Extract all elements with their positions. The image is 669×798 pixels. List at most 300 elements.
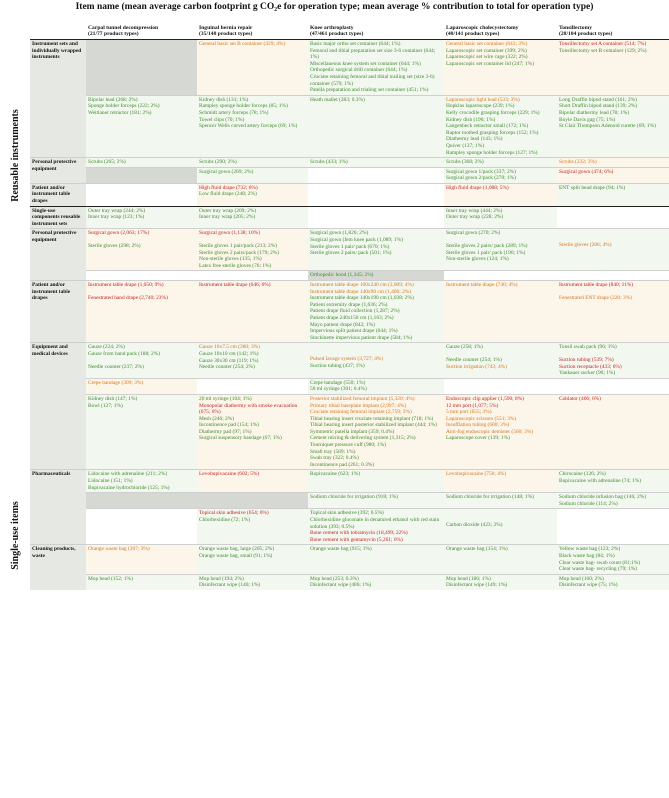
col-sub: (35/148 product types)	[199, 31, 253, 38]
table-row	[30, 40, 669, 96]
item-entry: Tonsil swab pack (96; 1%)	[559, 344, 617, 351]
table-cell	[86, 470, 197, 493]
item-entry: Disinfectant wipe (486; 1%)	[310, 582, 372, 589]
item-entry: Kidney dish (196; 1%)	[446, 116, 496, 123]
item-entry: Clear waste bag- recycling (79; 1%)	[559, 566, 637, 573]
item-entry: Gauze 30x30 cm (119; 1%)	[199, 357, 259, 364]
row-category-label: Personal protective equipment	[30, 229, 86, 281]
table-cell	[444, 545, 557, 574]
item-entry: Cruciate retaining femoral and tibial trailing set (size 3-6) container (579; 1%)	[310, 73, 435, 87]
item-entry: Outer tray wrap (209; 2%)	[199, 207, 257, 214]
item-entry: Topical skin adhesive (392; 0.5%)	[310, 510, 384, 517]
table-cell	[197, 493, 308, 509]
table-cell	[557, 545, 669, 574]
item-entry: Surgical gown (269; 2%)	[199, 168, 254, 175]
item-entry: Sterile gloves (206; 4%)	[559, 242, 612, 249]
item-entry: Yankauer sucker (90; 1%)	[559, 370, 616, 377]
item-entry: Surgical gown (270; 2%)	[446, 230, 501, 237]
item-entry: High fluid drape (732; 6%)	[199, 184, 258, 191]
table-cell	[444, 40, 557, 96]
item-entry: Tibial bearing insert posterior stabilized implant (444; 1%)	[310, 422, 437, 429]
item-entry: Inner tray wrap (123; 1%)	[88, 214, 145, 221]
table-cell	[308, 206, 444, 229]
item-entry: Instrument table drape 140x190 cm (1,038; 2%)	[310, 295, 414, 302]
item-entry: Carbon dioxide (423; 2%)	[446, 522, 503, 529]
table-cell	[444, 493, 557, 509]
item-entry: Crepe bandage (309; 3%)	[88, 379, 144, 386]
item-entry: Patient extremity drape (1,636; 2%)	[310, 301, 388, 308]
table-cell	[308, 545, 444, 574]
item-entry: Sterile gloves (298; 2%)	[88, 243, 141, 250]
item-entry: Tonsillectomy set B container (129; 2%)	[559, 47, 647, 54]
item-entry: Non-sterile gloves (135; 1%)	[199, 256, 262, 263]
item-entry: Raptor toothed grasping forceps (152; 1%)	[446, 129, 539, 136]
item-entry: Bupivacaine hydrochloride (125; 1%)	[88, 484, 170, 491]
item-entry: Fenestrated hand drape (2,740; 23%)	[88, 294, 168, 301]
item-entry: Kidney dish (147; 1%)	[88, 395, 138, 402]
item-entry: Orange waste bag (307; 3%)	[88, 546, 150, 553]
table-cell	[86, 574, 197, 590]
item-entry: Heath mallet (283; 0.3%)	[310, 96, 365, 103]
row-category-label: Single-use components reusable instrument sets	[30, 206, 86, 229]
item-entry: Long Draffin bipod stand (161; 2%)	[559, 96, 637, 103]
item-entry: Surgical suspensory bandage (67; 1%)	[199, 435, 282, 442]
item-entry: Gauze 10x7.5 cm (380; 3%)	[199, 344, 260, 351]
table-cell	[444, 206, 557, 229]
table-cell	[444, 574, 557, 590]
item-entry: Tibial bearing insert cruciate retaining implant (718; 1%)	[310, 415, 434, 422]
item-entry: Scrubs (290; 2%)	[199, 159, 237, 166]
table-cell	[86, 158, 197, 168]
item-entry: Short Draffin bipod stand (139; 2%)	[559, 103, 638, 110]
item-entry: Surgical gown (474; 6%)	[559, 168, 614, 175]
item-entry: Chlorhexidine (72; 1%)	[199, 517, 251, 523]
item-entry: Chlorhexidine gluconate in denatured ethanol with red stain solution (393; 0.5%)	[310, 517, 440, 530]
table-cell	[444, 509, 557, 545]
item-entry: Black waste bag (84; 1%)	[559, 552, 615, 559]
item-entry: Mesh (246; 2%)	[199, 415, 235, 422]
carbon-footprint-table	[30, 13, 669, 590]
table-cell	[557, 229, 669, 271]
item-entry: Posterior stabilized femoral implant (5,320; 4%)	[310, 395, 415, 402]
item-entry: Schmidt artery forceps (78; 1%)	[199, 109, 269, 116]
table-row	[30, 229, 669, 271]
col-sub: (21/77 product types)	[88, 31, 139, 38]
item-entry: Cement mixing & delivering system (1,315; 2%)	[310, 435, 416, 442]
col-sub: (47/461 product types)	[310, 31, 364, 38]
item-entry: Surgical gown 1/pack (337; 2%)	[446, 168, 516, 175]
item-entry: 12 mm port (1,077; 5%)	[446, 402, 499, 409]
table-cell	[444, 271, 557, 281]
item-entry: Cruciate retaining femoral implant (2,759; 3%)	[310, 409, 412, 416]
table-row	[30, 574, 669, 590]
table-cell	[444, 183, 557, 206]
item-entry: Clear waste bag- swab count (81;1%)	[559, 559, 640, 566]
item-entry: Scrubs (232; 3%)	[559, 159, 597, 166]
table-body	[30, 40, 669, 590]
item-entry: Inner tray wrap (205; 2%)	[199, 214, 256, 221]
item-entry: Insufflation tubing (600; 3%)	[446, 422, 510, 429]
item-entry: Orthopedic surgical drill container (644; 1%)	[310, 67, 408, 74]
item-entry: Sodium chloride for irrigation (148; 1%)	[446, 494, 534, 501]
item-entry: Suction irrigation (743; 4%)	[446, 363, 507, 370]
item-entry: Instrument table drape (840; 11%)	[559, 282, 634, 288]
item-entry: ENT split head drape (94; 1%)	[559, 184, 626, 191]
table-cell	[444, 95, 557, 157]
table-cell	[86, 167, 197, 183]
col-sub: (28/104 product types)	[559, 31, 613, 38]
item-entry: Boyle Davis gag (75; 1%)	[559, 116, 616, 123]
item-entry: Diathermy pad (97; 1%)	[199, 428, 252, 435]
table-cell	[197, 95, 308, 157]
item-entry: Femoral and tibial preparation set size 3-6 container (644; 1%)	[310, 47, 436, 61]
table-cell	[86, 343, 197, 378]
item-entry: Mop head (160; 2%)	[559, 575, 604, 582]
table-cell	[197, 40, 308, 96]
table-row	[30, 183, 669, 206]
table-cell	[308, 343, 444, 378]
row-category-label: Pharmaceuticals	[30, 470, 86, 545]
item-entry: Orange waste bag (154; 1%)	[446, 546, 508, 553]
item-entry: Patella preparation and trialing set container (451; 1%)	[310, 87, 429, 94]
item-entry: Instrument table drape (646; 6%)	[199, 282, 271, 288]
item-entry: Surgical gown (1,826; 2%)	[310, 230, 369, 237]
table-cell	[557, 343, 669, 378]
item-entry: Disinfectant wipe (75; 1%)	[559, 582, 618, 589]
item-entry: High fluid drape (1,088; 5%)	[446, 184, 509, 191]
item-entry: Bupivacaine with adrenaline (74; 1%)	[559, 478, 642, 485]
item-entry: St Clair Thompson Adenoid curette (69; 1%)	[559, 123, 656, 130]
item-entry: Small tray (589; 1%)	[310, 448, 356, 455]
table-cell	[86, 378, 197, 394]
group-label-single-use	[0, 272, 30, 798]
item-entry: Laparoscopic light lead (533; 3%)	[446, 96, 520, 103]
item-entry: Tonsillectomy set A container (514; 7%)	[559, 41, 647, 47]
item-entry: Basic major ortho set container (644; 1%)	[310, 41, 401, 47]
table-row	[30, 493, 669, 509]
table-row	[30, 378, 669, 394]
item-entry: Chirocaine (126; 2%)	[559, 471, 606, 478]
item-entry: Patient drape fluid collection (1,287; 2%)	[310, 308, 400, 315]
item-entry: Gauze from hand pack (188; 2%)	[88, 350, 160, 357]
item-entry: Disinfectant wipe (140; 1%)	[199, 582, 261, 589]
item-entry: 20 ml syringe (104; 1%)	[199, 395, 252, 402]
table-cell	[308, 281, 444, 343]
item-entry: Levobupivacaine (602; 5%)	[199, 471, 260, 478]
item-entry: Needle counter (237; 2%)	[88, 363, 144, 370]
item-entry: General basic set container (643; 3%)	[446, 41, 528, 47]
item-entry: Inner tray wrap (444; 2%)	[446, 207, 503, 214]
table-cell	[197, 158, 308, 168]
item-entry: Quiver (137; 1%)	[446, 142, 485, 149]
item-entry: Rampley sponge holder forceps (85; 1%)	[199, 103, 288, 110]
item-entry: Bipolar diathermy lead (78; 1%)	[559, 109, 630, 116]
item-entry: Sodium chloride infusion bag (146; 2%)	[559, 494, 646, 501]
table-cell	[557, 281, 669, 343]
item-entry: Mop head (253; 0.3%)	[310, 575, 359, 582]
header-col-3	[444, 13, 557, 40]
table-cell	[444, 343, 557, 378]
table-cell	[444, 281, 557, 343]
item-entry: Suction tubing (437; 1%)	[310, 362, 365, 369]
item-entry: Kidney dish (131; 1%)	[199, 96, 249, 103]
item-entry: Sterile gloves 1 pair/ pack (670; 1%)	[310, 243, 390, 250]
table-cell	[308, 158, 444, 168]
table-row	[30, 167, 669, 183]
item-entry: Gauze (258; 1%)	[446, 344, 483, 351]
item-entry: Bone cement with tobramycin (18,499; 22%)	[310, 530, 408, 537]
col-sub: (40/141 product types)	[446, 31, 500, 38]
table-cell	[86, 545, 197, 574]
item-entry: Instrument table drape 140x90 cm (1,406; 2%)	[310, 288, 412, 295]
item-entry: Gauze 10x10 cm (142; 1%)	[199, 350, 259, 357]
table-cell	[86, 229, 197, 271]
item-entry: Mayo patient drape (842; 1%)	[310, 321, 375, 328]
item-entry: Pulsed lavage system (3,727; 4%)	[310, 356, 384, 363]
table-cell	[308, 509, 444, 545]
table-cell	[557, 167, 669, 183]
table-row	[30, 281, 669, 343]
item-entry: Bone cement with gentamycin (5,261; 6%)	[310, 536, 403, 543]
item-entry: Topical skin adhesive (654; 6%)	[199, 510, 269, 517]
table-cell	[197, 229, 308, 271]
row-category-label: Personal protective equipment	[30, 158, 86, 184]
table-cell	[308, 394, 444, 470]
table-cell	[86, 95, 197, 157]
item-entry: Weitlaner retractor (181; 2%)	[88, 109, 152, 116]
table-cell	[86, 40, 197, 96]
table-cell	[197, 509, 308, 545]
item-entry: Low fluid drape (248; 2%)	[199, 191, 257, 198]
table-row	[30, 206, 669, 229]
item-entry: Needle counter (254; 2%)	[199, 364, 255, 371]
table-cell	[197, 167, 308, 183]
item-entry: Non-sterile gloves (124; 1%)	[446, 256, 509, 263]
group-label-reusable	[0, 40, 30, 270]
item-entry: 5 mm port (655; 3%)	[446, 409, 492, 416]
col-name: Tonsillectomy	[559, 24, 593, 31]
table-cell	[86, 183, 197, 206]
item-entry: Miscellaneous knee system set container (644; 1%)	[310, 60, 421, 67]
item-entry: Needle counter (254; 1%)	[446, 356, 502, 363]
table-cell	[308, 470, 444, 493]
item-entry: Laparoscopic set container (399; 2%)	[446, 47, 527, 54]
item-entry: Gauze (224; 2%)	[88, 344, 125, 351]
table-cell	[86, 281, 197, 343]
table-row	[30, 470, 669, 493]
row-category-label: Cleaning products, waste	[30, 545, 86, 590]
table-row	[30, 95, 669, 157]
item-entry: Sodium chloride for irrigation (918; 1%)	[310, 494, 398, 501]
item-entry: Orange waste bag, large (205; 2%)	[199, 546, 275, 553]
col-name: Knee arthroplasty	[310, 24, 354, 31]
item-entry: Latex free sterile gloves (76; 1%)	[199, 262, 272, 269]
item-entry: Surgical gown (2,063; 17%)	[88, 230, 149, 237]
item-entry: Monopolar diathermy with smoke evacuation (675; 6%)	[199, 402, 298, 416]
item-entry: Rampley sponge holder forceps (127; 1%)	[446, 149, 538, 156]
header-row	[30, 13, 669, 40]
item-entry: Surgical gown (1,138; 10%)	[199, 230, 260, 237]
group-label-reusable-text: Reusable instruments	[9, 108, 21, 202]
item-entry: Scrubs (265; 2%)	[88, 159, 126, 166]
table-row	[30, 343, 669, 378]
item-entry: Mop head (194; 2%)	[199, 575, 244, 582]
group-label-single-use-text: Single-use items	[9, 500, 21, 570]
table-cell	[86, 271, 197, 281]
item-entry: Sterile gloves 2 pairs/ pack (501; 1%)	[310, 250, 392, 257]
table-title: Item name (mean average carbon footprint g CO₂e for operation type; mean average % contribution to total for operation type)	[75, 2, 594, 12]
item-entry: General basic set B container (429; 4%)	[199, 41, 286, 47]
table-row	[30, 394, 669, 470]
item-entry: Impervious split patient drape (644; 1%)	[310, 328, 398, 335]
item-entry: Laparoscopic set container lid (247; 1%)	[446, 60, 534, 67]
header-col-2	[308, 13, 444, 40]
item-entry: Hopkins laparoscope (239; 1%)	[446, 103, 515, 110]
item-entry: Symmetric patella implant (359; 0.4%)	[310, 428, 395, 435]
item-entry: Bipolar lead (268; 2%)	[88, 96, 138, 103]
row-category-label: Instrument sets and individually wrapped instruments	[30, 40, 86, 158]
table-cell	[308, 167, 444, 183]
item-entry: Suction tubing (539; 7%)	[559, 356, 614, 363]
table-cell	[557, 574, 669, 590]
item-entry: Tourniquet pressure cuff (980; 1%)	[310, 442, 386, 449]
row-category-label: Equipment and medical devices	[30, 343, 86, 470]
row-category-label: Patient and/or instrument table drapes	[30, 183, 86, 206]
item-entry: Bowl (127; 1%)	[88, 402, 123, 409]
header-col-4	[557, 13, 669, 40]
table-cell	[557, 271, 669, 281]
item-entry: Lidocaine with adrenaline (211; 2%)	[88, 471, 168, 478]
header-col-1	[197, 13, 308, 40]
table-cell	[444, 378, 557, 394]
item-entry: Yellow waste bag (123; 2%)	[559, 546, 621, 553]
col-name: Inguinal hernia repair	[199, 24, 253, 31]
row-category-label: Patient and/or instrument table drapes	[30, 281, 86, 343]
table-row	[30, 545, 669, 574]
item-entry: Endoscopic clip applier (1,590; 8%)	[446, 395, 524, 402]
col-name: Laparoscopic cholecystectomy	[446, 24, 519, 31]
item-entry: Coblator (466; 6%)	[559, 395, 601, 402]
item-entry: Scrubs (368; 2%)	[446, 159, 484, 166]
item-entry: Towel clips (70; 1%)	[199, 116, 245, 123]
table-cell	[197, 394, 308, 470]
item-entry: Surgical gown 2/pack (270; 1%)	[446, 175, 516, 182]
table-cell	[86, 493, 197, 509]
table-cell	[197, 206, 308, 229]
col-name: Carpal tunnel decompression	[88, 24, 159, 31]
table-cell	[197, 470, 308, 493]
table-cell	[308, 493, 444, 509]
item-entry: Swab tray (322; 0.4%)	[310, 455, 359, 462]
item-entry: Lidocaine (151; 1%)	[88, 478, 133, 485]
item-entry: Spencer Wells curved artery forceps (69; 1%)	[199, 123, 298, 130]
item-entry: Instrument table drape 160x240 cm (3,009; 4%)	[310, 282, 414, 288]
table-cell	[197, 343, 308, 378]
table-cell	[557, 509, 669, 545]
item-entry: Sterile gloves 2 pairs/pack (179; 2%)	[199, 249, 280, 256]
table-cell	[197, 281, 308, 343]
header-category	[30, 13, 86, 40]
table-cell	[197, 378, 308, 394]
item-entry: Sterile gloves 2 pairs/ pack (289; 1%)	[446, 243, 528, 250]
item-entry: Sponge holder forceps (222; 2%)	[88, 103, 160, 110]
item-entry: Mop head (186; 1%)	[446, 575, 491, 582]
item-entry: 50 ml syringe (301; 0.4%)	[310, 386, 367, 393]
table-cell	[557, 95, 669, 157]
table-cell	[557, 493, 669, 509]
item-entry: Incontinence pad (154; 1%)	[199, 422, 260, 429]
item-entry: Fenestrated ENT drape (220; 3%)	[559, 294, 632, 301]
table-cell	[444, 470, 557, 493]
table-cell	[557, 206, 669, 229]
item-entry: Sodium chloride (114; 2%)	[559, 500, 618, 507]
item-entry: Sterile gloves 1 pair/ pack (190; 1%)	[446, 249, 526, 256]
table-cell	[557, 183, 669, 206]
table-cell	[197, 574, 308, 590]
item-entry: Stockinette impervious patient drape (584; 1%)	[310, 334, 413, 341]
item-entry: Anti-fog endoscopic demister (560; 3%)	[446, 428, 534, 435]
table-cell	[197, 545, 308, 574]
item-entry: Langenbeck retractor small (172; 1%)	[446, 123, 529, 130]
table-row	[30, 509, 669, 545]
item-entry: Laparoscopic scissors (551; 3%)	[446, 415, 517, 422]
item-entry: Outer tray wrap (228; 2%)	[446, 214, 504, 221]
item-entry: Orange waste bag (915; 1%)	[310, 546, 372, 553]
item-entry: Scrubs (433; 1%)	[310, 159, 348, 166]
item-entry: Incontinence pad (261; 0.3%)	[310, 461, 375, 468]
item-entry: Diathermy lead (143; 1%)	[446, 136, 503, 143]
table-cell	[308, 271, 444, 281]
item-entry: Primary tibial baseplate implant (2,997; 4%)	[310, 402, 407, 409]
item-entry: Mop head (152; 1%)	[88, 575, 133, 582]
table-cell	[444, 394, 557, 470]
item-entry: Patient drape 240x150 cm (1,163; 2%)	[310, 314, 394, 321]
item-entry: Levobupivacaine (756; 4%)	[446, 471, 507, 478]
table-cell	[308, 574, 444, 590]
table-cell	[557, 470, 669, 493]
table-cell	[86, 206, 197, 229]
item-entry: Sterile gloves 1 pair/pack (213; 2%)	[199, 243, 277, 250]
item-entry: Disinfectant wipe (149; 1%)	[446, 582, 508, 589]
item-entry: Crepe bandage (550; 1%)	[310, 379, 366, 386]
table-cell	[308, 183, 444, 206]
table-row	[30, 158, 669, 168]
item-entry: Instrument table drape (740; 4%)	[446, 282, 518, 288]
table-cell	[444, 167, 557, 183]
item-entry: Laparoscopic set wire cage (322; 2%)	[446, 54, 528, 61]
table-cell	[308, 378, 444, 394]
item-entry: Instrument table drape (1,050; 9%)	[88, 282, 164, 288]
table-cell	[197, 183, 308, 206]
table-cell	[557, 394, 669, 470]
table-cell	[557, 40, 669, 96]
item-entry: Ropivacaine (623; 1%)	[310, 471, 360, 478]
item-entry: Kelly crocodile grasping forceps (229; 1%)	[446, 109, 540, 116]
header-col-0	[86, 13, 197, 40]
item-entry: Suction receptacle (433; 6%)	[559, 363, 622, 370]
table-row	[30, 271, 669, 281]
table-cell	[557, 378, 669, 394]
table-cell	[308, 229, 444, 271]
item-entry: Laparoscope cover (139; 1%)	[446, 435, 510, 442]
table-cell	[444, 158, 557, 168]
table-cell	[308, 95, 444, 157]
item-entry: Orange waste bag, small (91; 1%)	[199, 552, 273, 559]
table-cell	[444, 229, 557, 271]
table-cell	[86, 394, 197, 470]
table-cell	[86, 509, 197, 545]
item-entry: Orthopedic hood (1,345; 2%)	[310, 272, 374, 279]
